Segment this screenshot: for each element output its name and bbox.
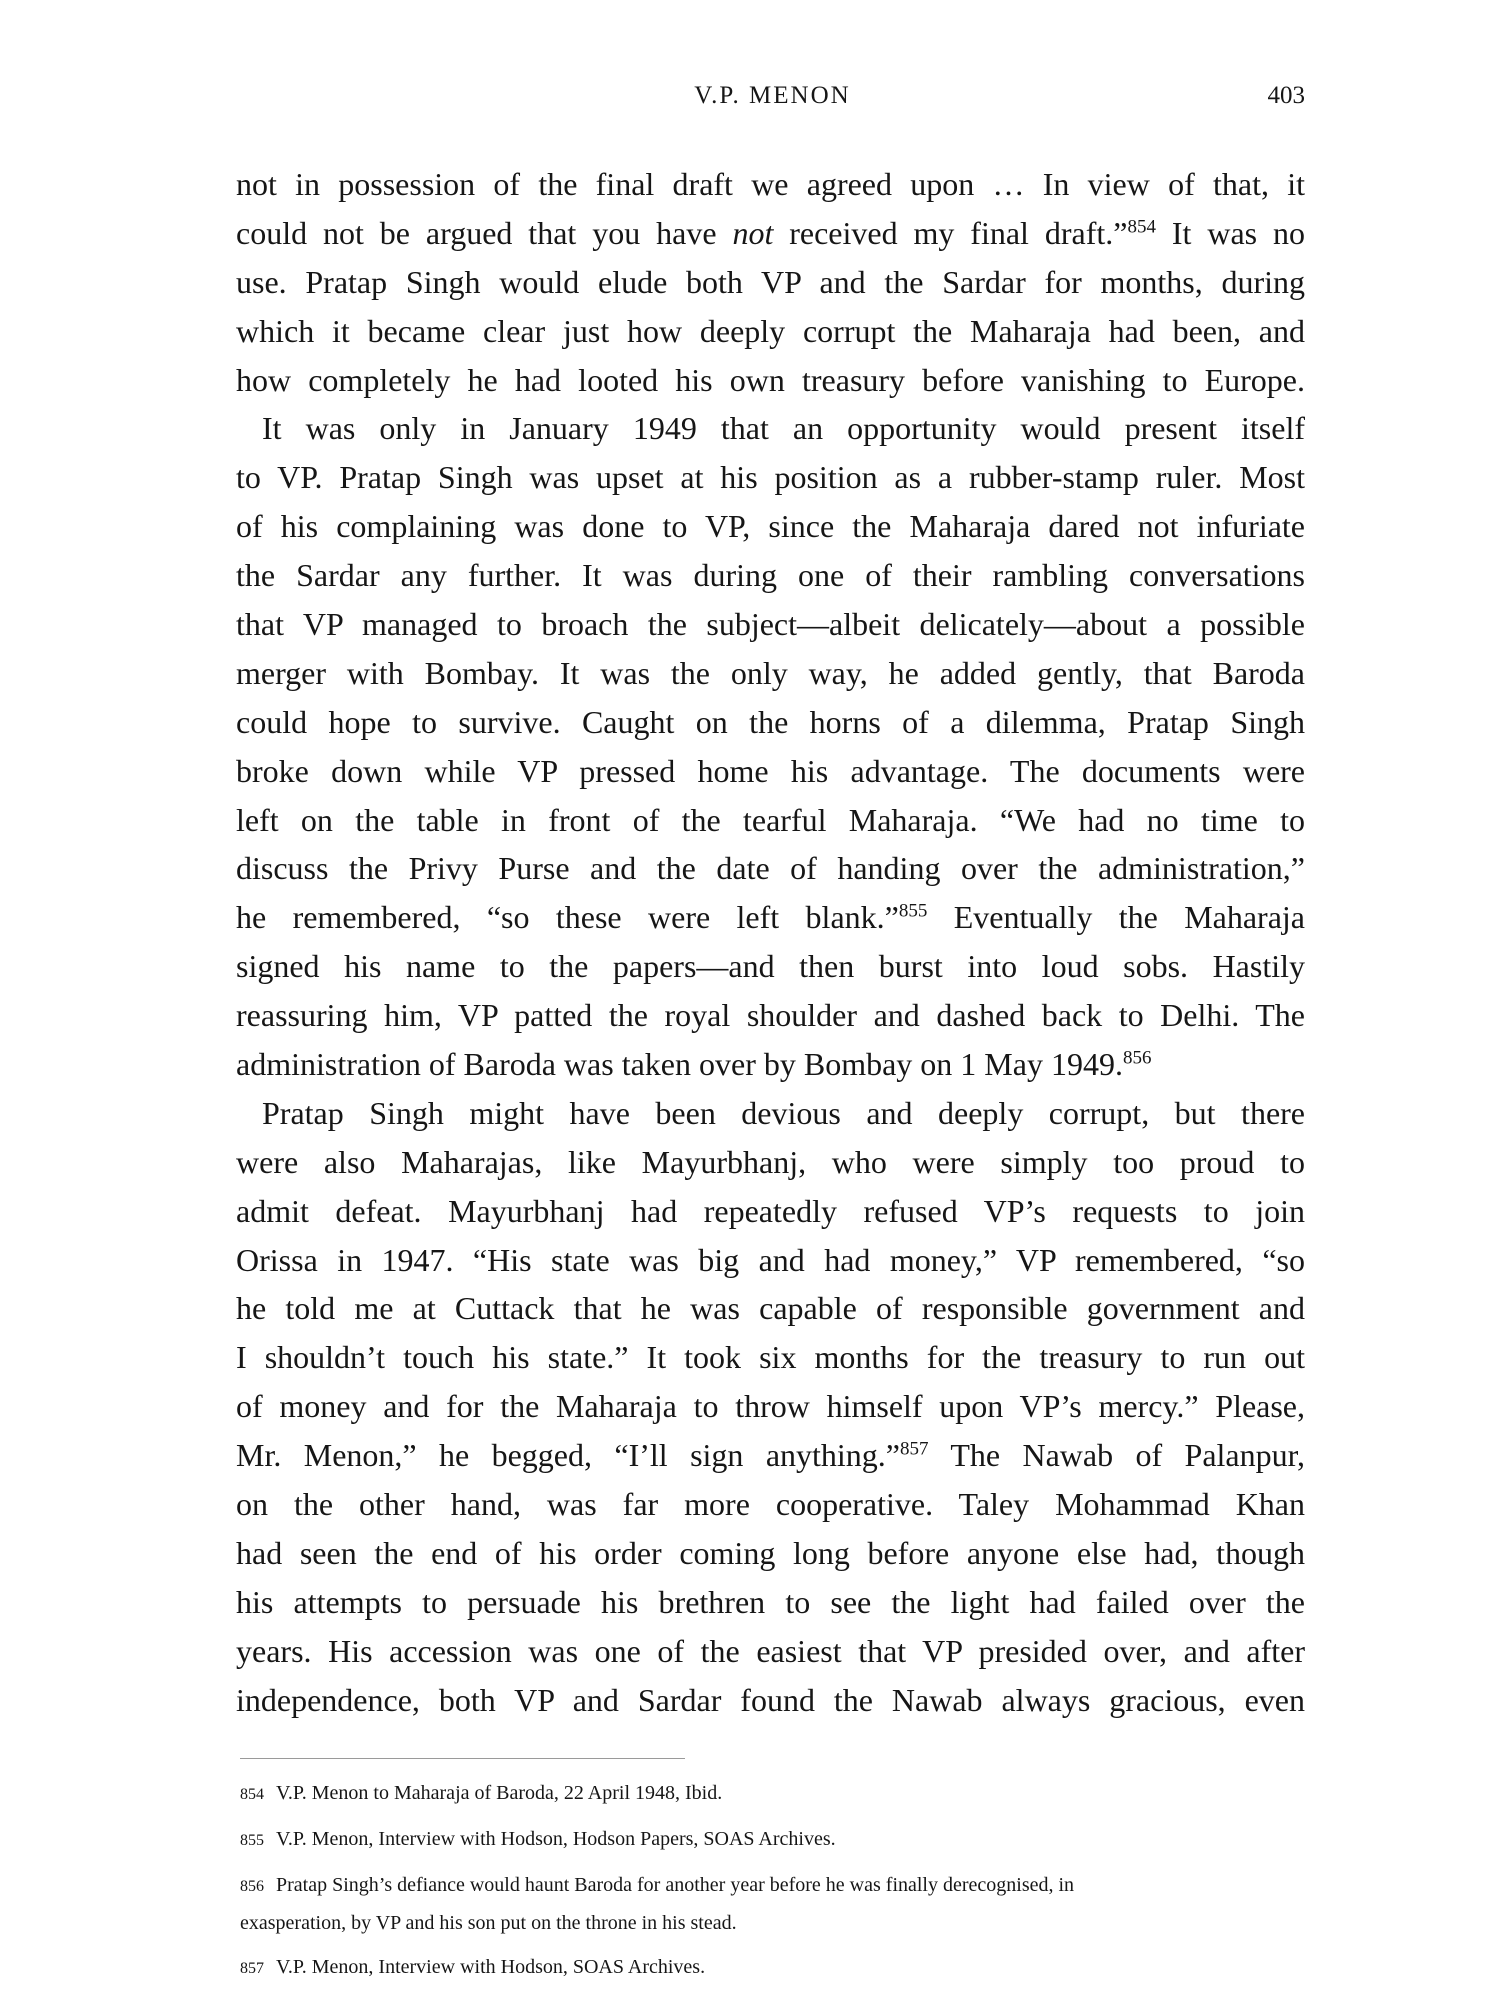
text-line: administration of Baroda was taken over by Bombay on 1 May 1949.$^{856}$ [236, 1046, 1152, 1083]
text-line: how completely he had looted his own treasury before vanishing to Europe. [236, 361, 1305, 398]
footnote-text-continued: exasperation, by VP and his son put on the throne in his stead. [240, 1912, 737, 1934]
emphasis: not [732, 214, 774, 251]
text-line: had seen the end of his order coming long before anyone else had, though [236, 1534, 1305, 1571]
footnote-number: 855 [240, 1832, 264, 1849]
footnote-ref[interactable]: 856 [1122, 1047, 1152, 1069]
footnote-ref[interactable]: 855 [898, 900, 928, 922]
text-line: broke down while VP pressed home his advantage. The documents were [236, 752, 1305, 789]
running-title: V.P. MENON [694, 82, 851, 109]
text-line: reassuring him, VP patted the royal shoulder and dashed back to Delhi. The [236, 997, 1305, 1034]
text-line: Mr. Menon,” he begged, “I’ll sign anything.”$^{857}$ The Nawab of Palanpur, [236, 1437, 1305, 1474]
footnote-text: Pratap Singh’s defiance would haunt Baroda for another year before he was finally derecognised, in [276, 1874, 1075, 1896]
footnote-number: 856 [240, 1878, 264, 1895]
footnote-divider [240, 1758, 685, 1759]
text-line: independence, both VP and Sardar found the Nawab always gracious, even [236, 1681, 1305, 1718]
footnote-text: V.P. Menon to Maharaja of Baroda, 22 April 1948, Ibid. [276, 1782, 723, 1804]
footnotes [240, 1775, 1305, 1995]
text-line: could not be argued that you have not received my final draft.”$^{854}$ It was no [236, 214, 1305, 251]
footnote [240, 1867, 1305, 1941]
text-line: merger with Bombay. It was the only way, he added gently, that Baroda [236, 654, 1305, 691]
footnote-number: 857 [240, 1960, 264, 1977]
text-line: I shouldn’t touch his state.” It took six months for the treasury to run out [236, 1339, 1305, 1376]
footnote-text: V.P. Menon, Interview with Hodson, Hodson Papers, SOAS Archives. [276, 1828, 836, 1850]
text-line: Orissa in 1947. “His state was big and had money,” VP remembered, “so [236, 1241, 1305, 1278]
text-line: discuss the Privy Purse and the date of handing over the administration,” [236, 850, 1305, 887]
footnote [240, 1821, 1305, 1859]
running-head [240, 82, 1305, 118]
footnote-number: 854 [240, 1786, 264, 1803]
footnote [240, 1949, 1305, 1987]
page-number: 403 [1267, 82, 1305, 109]
text-line: the Sardar any further. It was during one of their rambling conversations [236, 557, 1305, 594]
text-line: he told me at Cuttack that he was capable of responsible government and [236, 1290, 1305, 1327]
text-line: Pratap Singh might have been devious and deeply corrupt, but there [262, 1094, 1305, 1131]
text-line: of his complaining was done to VP, since the Maharaja dared not infuriate [236, 508, 1305, 545]
text-line: that VP managed to broach the subject—albeit delicately—about a possible [236, 606, 1305, 643]
text-line: left on the table in front of the tearful Maharaja. “We had no time to [236, 801, 1305, 838]
text-line: of money and for the Maharaja to throw himself upon VP’s mercy.” Please, [236, 1388, 1305, 1425]
footnote-ref[interactable]: 857 [900, 1438, 929, 1460]
footnote [240, 1775, 1305, 1813]
text-line: use. Pratap Singh would elude both VP and the Sardar for months, during [236, 263, 1305, 300]
text-line: to VP. Pratap Singh was upset at his position as a rubber-stamp ruler. Most [236, 459, 1305, 496]
text-line: were also Maharajas, like Mayurbhanj, who were simply too proud to [236, 1143, 1305, 1180]
body-text [236, 160, 1305, 1725]
text-line: signed his name to the papers—and then burst into loud sobs. Hastily [236, 948, 1305, 985]
footnote-ref[interactable]: 854 [1127, 216, 1156, 238]
text-line: which it became clear just how deeply corrupt the Maharaja had been, and [236, 312, 1305, 349]
footnote-text: V.P. Menon, Interview with Hodson, SOAS Archives. [276, 1956, 706, 1978]
text-line: not in possession of the final draft we agreed upon … In view of that, it [236, 166, 1305, 202]
text-line: his attempts to persuade his brethren to see the light had failed over the [236, 1583, 1305, 1620]
text-line: It was only in January 1949 that an opportunity would present itself [262, 410, 1305, 447]
text-line: he remembered, “so these were left blank.”$^{855}$ Eventually the Maharaja [236, 899, 1305, 936]
text-line: admit defeat. Mayurbhanj had repeatedly refused VP’s requests to join [236, 1192, 1305, 1229]
text-line: on the other hand, was far more cooperative. Taley Mohammad Khan [236, 1486, 1305, 1523]
text-line: years. His accession was one of the easiest that VP presided over, and after [236, 1632, 1305, 1669]
text-line: could hope to survive. Caught on the horns of a dilemma, Pratap Singh [236, 703, 1305, 740]
